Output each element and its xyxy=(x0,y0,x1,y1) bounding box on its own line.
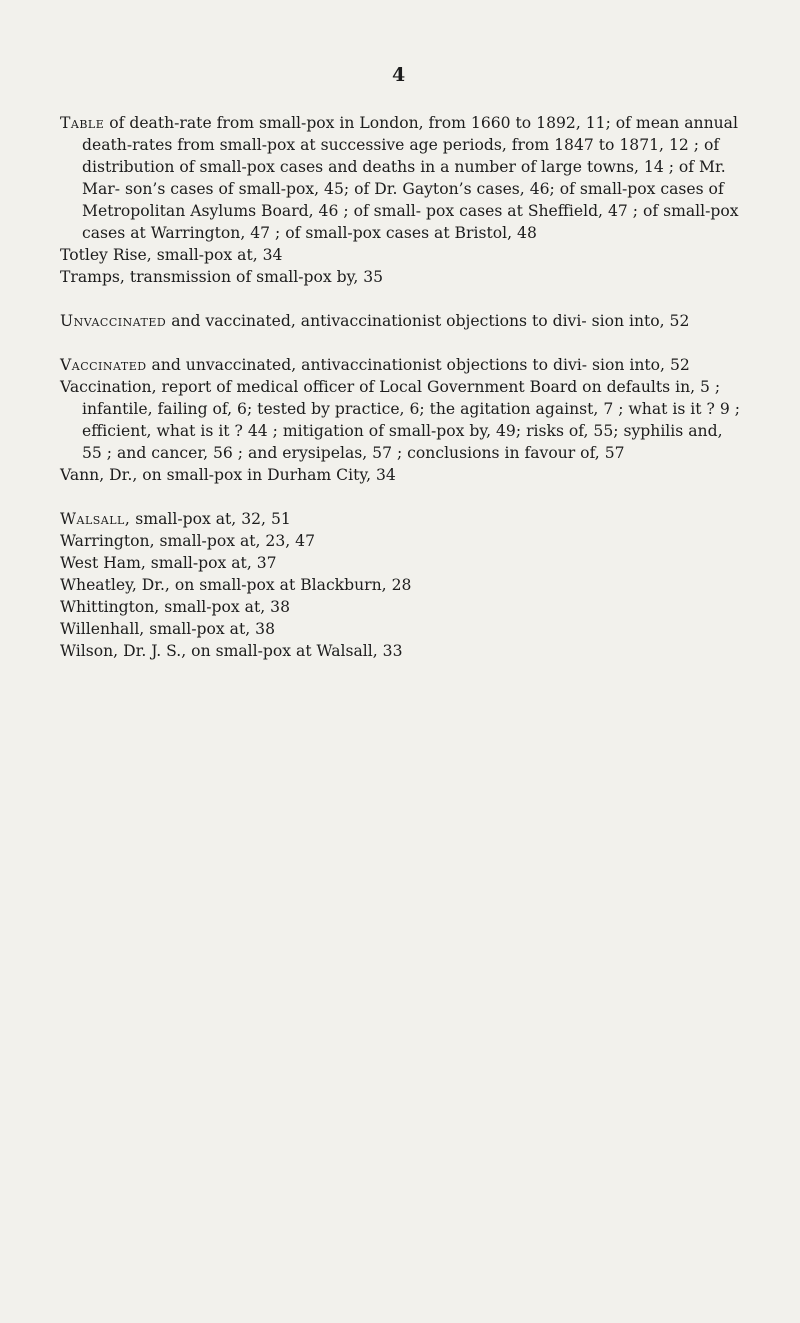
entry-body: of death-rate from small-pox in London, from 1660 to 1892, 11; of mean annual death-rates from small-pox at successive age periods, from 1847 to 1871, 12 ; of distribution of small-pox cases and deaths in a number of large towns, 14 ; of Mr. Mar- son’s cases of small-pox, 45; of Dr. Gayton’s cases, 46; of small-pox cases of Metropolitan Asylums Board, 46 ; of small- pox cases at Sheffield, 47 ; of small-pox cases at Warrington, 47 ; of small-pox cases at Bristol, 48 xyxy=(82,114,739,242)
entry-body: and vaccinated, antivaccinationist objections to divi- sion into, 52 xyxy=(166,312,690,330)
index-entry-unvaccinated xyxy=(60,310,740,332)
index-entry-vaccinated xyxy=(60,354,740,376)
page-number: 4 xyxy=(392,64,406,86)
index-entry-walsall xyxy=(60,508,740,530)
section-gap xyxy=(60,332,740,354)
entry-head: Table xyxy=(60,114,105,132)
index-entry-tramps: Tramps, transmission of small-pox by, 35 xyxy=(60,268,384,286)
index-entry-whittington: Whittington, small-pox at, 38 xyxy=(60,598,290,616)
index-entry-willenhall: Willenhall, small-pox at, 38 xyxy=(60,620,275,638)
index-entry-warrington: Warrington, small-pox at, 23, 47 xyxy=(60,532,316,550)
index-entry-totley-rise: Totley Rise, small-pox at, 34 xyxy=(60,246,283,264)
entry-body: and unvaccinated, antivaccinationist objections to divi- sion into, 52 xyxy=(146,356,690,374)
index-entry-table xyxy=(60,112,740,244)
section-gap xyxy=(60,288,740,310)
index-entry-west-ham: West Ham, small-pox at, 37 xyxy=(60,554,277,572)
index-entry-vaccination: Vaccination, report of medical officer of Local Government Board on defaults in, 5 ; infantile, failing of, 6; tested by practice, 6; the agitation against, 7 ; what is it ? 9 ; efficient, what is it ? 44 ; mitigation of small-pox by, 49; risks of, 55; syphilis and, 55 ; and cancer, 56 ; and erysipelas, 57 ; conclusions in favour of, 57 xyxy=(60,378,740,462)
index-entry-wheatley: Wheatley, Dr., on small-pox at Blackburn, 28 xyxy=(60,576,412,594)
entry-head: Vaccinated xyxy=(60,356,147,374)
entry-head: Unvaccinated xyxy=(60,312,167,330)
entry-body: small-pox at, 32, 51 xyxy=(130,510,291,528)
section-gap xyxy=(60,486,740,508)
index-text xyxy=(60,112,740,662)
index-entry-vann: Vann, Dr., on small-pox in Durham City, 34 xyxy=(60,466,396,484)
entry-head: Walsall, xyxy=(60,510,131,528)
index-entry-wilson: Wilson, Dr. J. S., on small-pox at Walsall, 33 xyxy=(60,642,403,660)
